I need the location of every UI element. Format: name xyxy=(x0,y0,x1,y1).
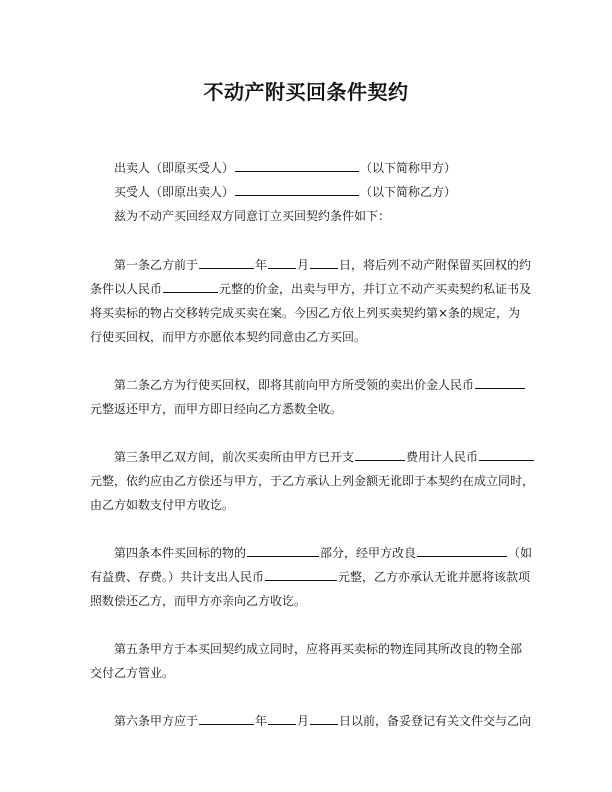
article-6-line-1 xyxy=(90,709,530,733)
month-label: 月 xyxy=(297,714,310,728)
seller-line xyxy=(90,156,530,180)
article-1-text: 条件以人民币 xyxy=(90,282,163,296)
expense-blank xyxy=(355,448,405,461)
intro-line xyxy=(90,204,530,228)
article-1-text: 行使买回权，而甲方亦愿依本契约同意由乙方买回。 xyxy=(90,330,367,344)
article-1-line-1 xyxy=(90,253,530,277)
article-4-text: 第四条本件买回标的物的 xyxy=(114,546,247,560)
day-blank xyxy=(310,712,338,725)
article-1-text: 元整的价金，出卖与甲方，并订立不动产买卖契约私证书及 xyxy=(219,282,532,296)
article-3-text: 元整，依约应由乙方偿还与甲方，于乙方承认上列金额无讹即于本契约在成立同时， xyxy=(90,474,535,488)
article-5-line-2 xyxy=(90,661,530,685)
article-3-text: 由乙方如数支付甲方收讫。 xyxy=(90,498,235,512)
article-4-text: （如 xyxy=(508,546,533,560)
price-blank xyxy=(163,280,218,293)
amount-blank xyxy=(475,376,525,389)
article-5-text: 第五条甲方于本买回契约成立同时，应将再买卖标的物连同其所改良的物全部 xyxy=(114,642,523,656)
article-4-line-3 xyxy=(90,589,530,613)
article-1-line-4 xyxy=(90,325,530,349)
improvement-blank xyxy=(417,544,507,557)
day-blank xyxy=(310,256,338,269)
article-1-text: 日，将后列不动产附保留买回权的约 xyxy=(339,258,532,272)
month-blank xyxy=(268,712,296,725)
article-4-line-1 xyxy=(90,541,533,565)
article-1-text: 将买卖标的物占交移转完成买卖在案。今因乙方依上列买卖契约第×条的规定，为 xyxy=(90,306,521,320)
article-4-text: 有益费、存费。）共计支出人民币 xyxy=(90,570,265,584)
article-4-line-2 xyxy=(90,565,530,589)
article-2-text: 第二条乙方为行使买回权，即将其前向甲方所受领的卖出价金人民币 xyxy=(114,378,475,392)
article-2-text: 元整返还甲方，而甲方即日经向乙方悉数全收。 xyxy=(90,402,343,416)
article-2-line-2 xyxy=(90,397,530,421)
article-3-text: 费用计人民币 xyxy=(406,450,479,464)
article-3-text: 第三条甲乙双方间，前次买卖所由甲方已开支 xyxy=(114,450,355,464)
month-blank xyxy=(268,256,296,269)
year-label: 年 xyxy=(255,258,268,272)
buyer-label: 买受人（即原出卖人） xyxy=(114,185,235,199)
intro-text: 兹为不动产买回经双方同意订立买回契约条件如下： xyxy=(114,209,391,223)
article-4-text: 元整，乙方亦承认无讹并愿将该款项 xyxy=(338,570,531,584)
seller-name-blank xyxy=(235,159,359,172)
article-5-text: 交付乙方管业。 xyxy=(90,666,175,680)
article-2-line-1 xyxy=(90,373,530,397)
seller-label: 出卖人（即原买受人） xyxy=(114,161,235,175)
seller-suffix: （以下简称甲方） xyxy=(360,161,457,175)
buyer-suffix: （以下简称乙方） xyxy=(360,185,457,199)
amount-blank xyxy=(265,568,337,581)
part-blank xyxy=(247,544,319,557)
article-4-text: 部分，经甲方改良 xyxy=(320,546,417,560)
buyer-name-blank xyxy=(235,183,359,196)
article-3-line-3 xyxy=(90,493,530,517)
article-5-line-1 xyxy=(90,637,530,661)
article-3-line-1 xyxy=(90,445,530,469)
buyer-line xyxy=(90,180,530,204)
year-blank xyxy=(199,256,254,269)
article-4-text: 照数偿还乙方，而甲方亦亲向乙方收讫。 xyxy=(90,594,307,608)
article-6-text: 日以前，备妥登记有关文件交与乙向 xyxy=(339,714,532,728)
year-blank xyxy=(199,712,254,725)
article-1-line-3 xyxy=(90,301,530,325)
year-label: 年 xyxy=(255,714,268,728)
article-1-text: 第一条乙方前于 xyxy=(114,258,199,272)
article-1-line-2 xyxy=(90,277,530,301)
article-6-text: 第六条甲方应于 xyxy=(114,714,199,728)
amount-blank xyxy=(479,448,534,461)
article-3-line-2 xyxy=(90,469,535,493)
month-label: 月 xyxy=(297,258,310,272)
document-title: 不动产附买回条件契约 xyxy=(203,80,409,104)
